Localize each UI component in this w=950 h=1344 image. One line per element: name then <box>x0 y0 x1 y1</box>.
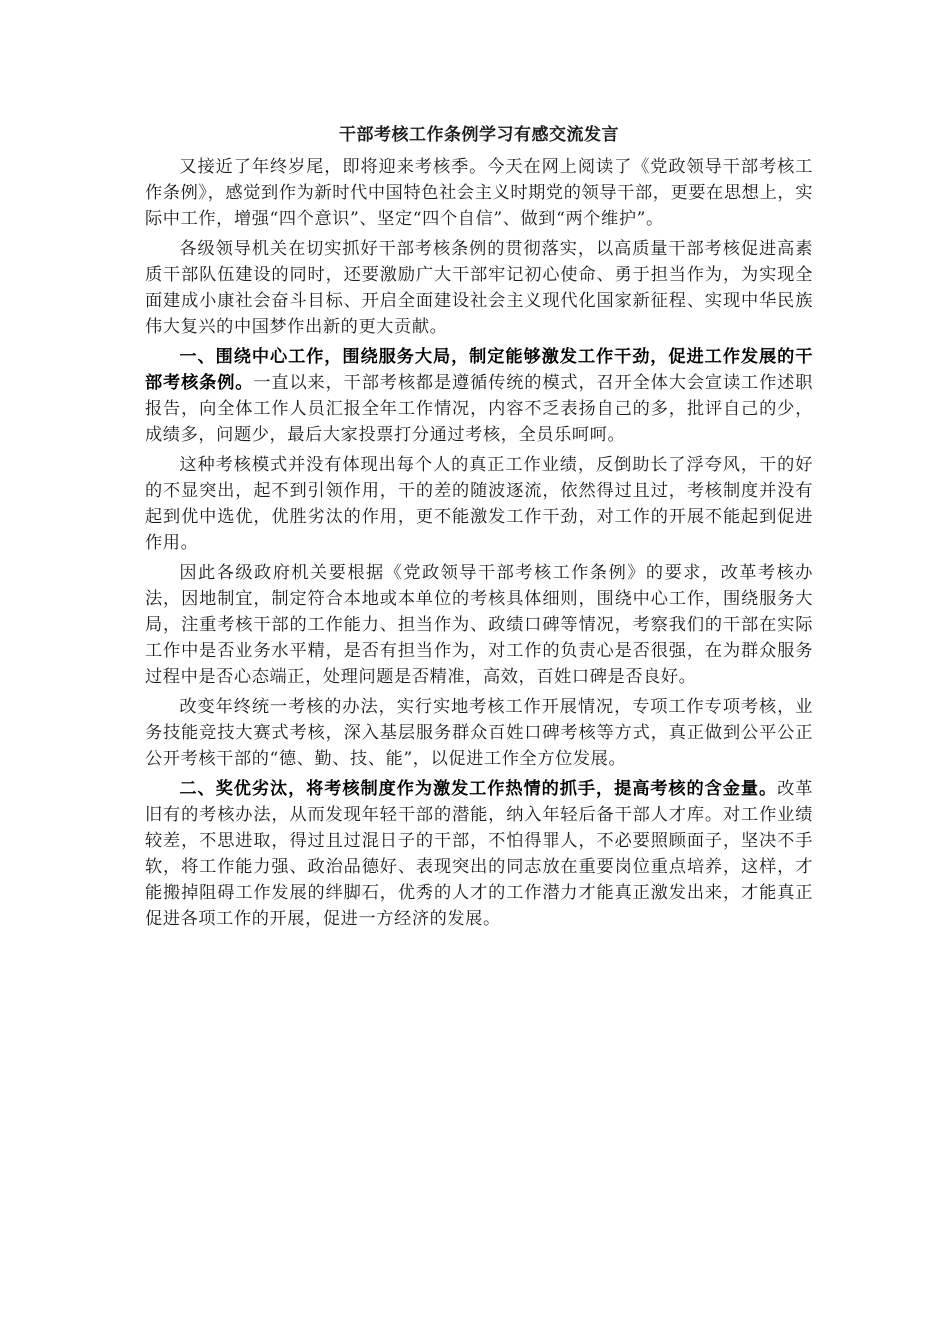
paragraph-7 <box>145 776 813 932</box>
paragraph-1 <box>145 154 813 232</box>
paragraph-text: 因此各级政府机关要根据《党政领导干部考核工作条例》的要求，改革考核办法，因地制宜，制定符合本地或本单位的考核具体细则，围绕中心工作，围绕服务大局，注重考核干部的工作能力、担当作为、政绩口碑等情况，考察我们的干部在实际工作中是否业务水平精，是否有担当作为，对工作的负责心是否很强，在为群众服务过程中是否心态端正，处理问题是否精准，高效，百姓口碑是否良好。 <box>145 563 813 687</box>
paragraph-5 <box>145 560 813 690</box>
paragraph-text: 又接近了年终岁尾，即将迎来考核季。今天在网上阅读了《党政领导干部考核工作条例》，感觉到作为新时代中国特色社会主义时期党的领导干部，更要在思想上，实际中工作，增强“四个意识”、坚定“四个自信”、做到“两个维护”。 <box>145 157 813 229</box>
section-heading-1: 一、围绕中心工作，围绕服务大局，制定能够激发工作干劲，促进工作发展的干部考核条例。 <box>145 347 813 393</box>
paragraph-2 <box>145 236 813 340</box>
paragraph-text: 改变年终统一考核的办法，实行实地考核工作开展情况，专项工作专项考核，业务技能竞技大赛式考核，深入基层服务群众百姓口碑考核等方式，真正做到公平公正公开考核干部的“德、勤、技、能”，以促进工作全方位发展。 <box>145 697 813 769</box>
paragraph-3 <box>145 344 813 448</box>
paragraph-text: 各级领导机关在切实抓好干部考核条例的贯彻落实，以高质量干部考核促进高素质干部队伍建设的同时，还要激励广大干部牢记初心使命、勇于担当作为，为实现全面建成小康社会奋斗目标、开启全面建设社会主义现代化国家新征程、实现中华民族伟大复兴的中国梦作出新的更大贡献。 <box>145 239 813 337</box>
paragraph-text: 一直以来，干部考核都是遵循传统的模式，召开全体大会宣读工作述职报告，向全体工作人员汇报全年工作情况，内容不乏表扬自己的多，批评自己的少，成绩多，问题少，最后大家投票打分通过考核，全员乐呵呵。 <box>145 373 813 445</box>
paragraph-6 <box>145 694 813 772</box>
paragraph-text: 这种考核模式并没有体现出每个人的真正工作业绩，反倒助长了浮夸风，干的好的不显突出，起不到引领作用，干的差的随波逐流，依然得过且过，考核制度并没有起到优中选优，优胜劣汰的作用，更不能激发工作干劲，对工作的开展不能起到促进作用。 <box>145 455 813 553</box>
section-heading-2: 二、奖优劣汰，将考核制度作为激发工作热情的抓手，提高考核的含金量。 <box>179 779 778 799</box>
paragraph-4 <box>145 452 813 556</box>
document-title: 干部考核工作条例学习有感交流发言 <box>339 125 619 145</box>
document-page <box>145 122 813 936</box>
paragraph-text: 改革旧有的考核办法，从而发现年轻干部的潜能，纳入年轻后备干部人才库。对工作业绩较差，不思进取，得过且过混日子的干部，不怕得罪人，不必要照顾面子，坚决不手软，将工作能力强、政治品德好、表现突出的同志放在重要岗位重点培养，这样，才能搬掉阻碍工作发展的绊脚石，优秀的人才的工作潜力才能真正激发出来，才能真正促进各项工作的开展，促进一方经济的发展。 <box>145 779 813 929</box>
